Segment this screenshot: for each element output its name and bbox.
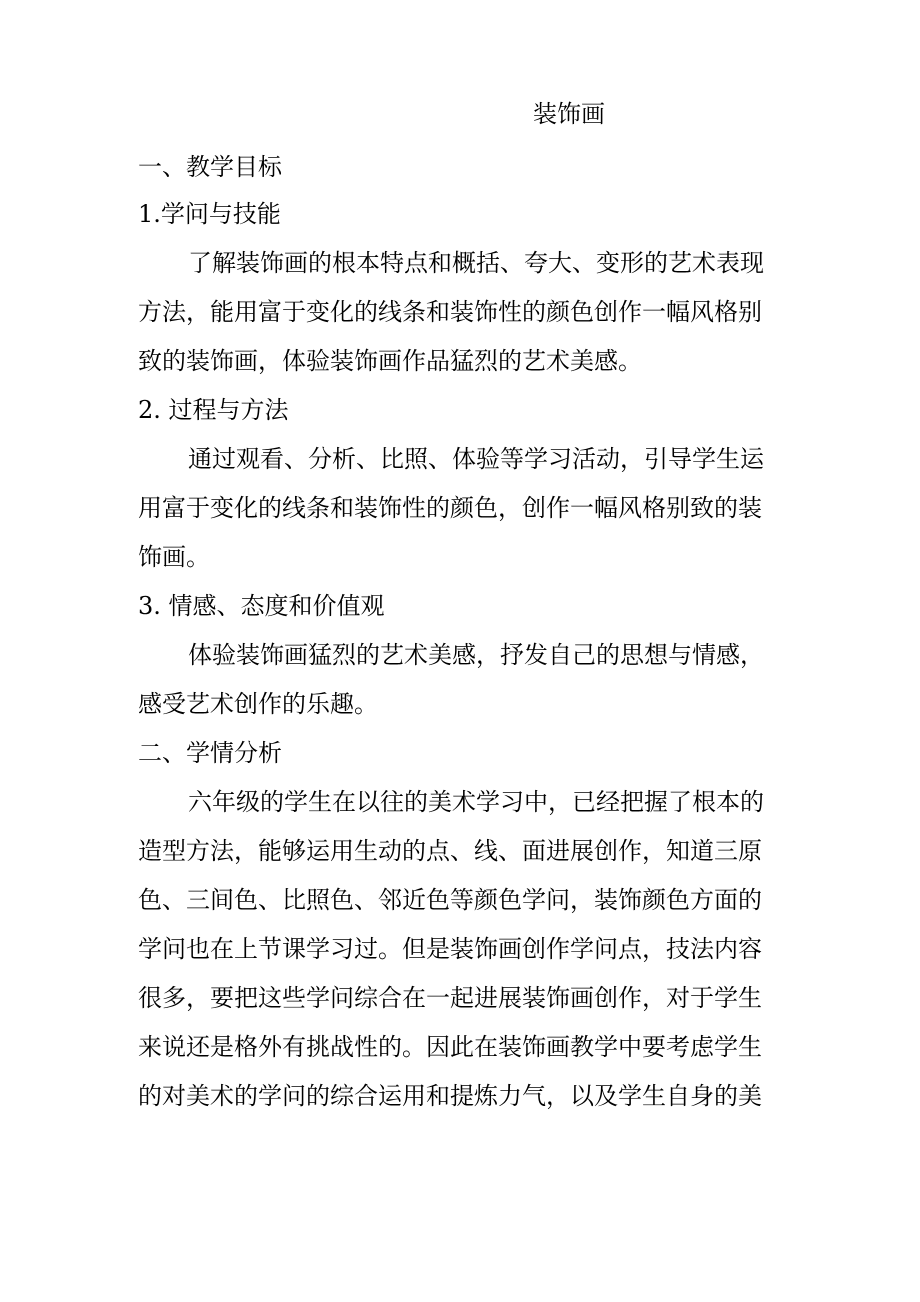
paragraph-line: 方法，能用富于变化的线条和装饰性的颜色创作一幅风格别 xyxy=(138,298,762,326)
paragraph-line: 通过观看、分析、比照、体验等学习活动，引导学生运 xyxy=(188,445,764,473)
section-heading-learner-analysis: 二、学情分析 xyxy=(138,739,282,767)
paragraph-line: 来说还是格外有挑战性的。因此在装饰画教学中要考虑学生 xyxy=(138,1033,762,1061)
paragraph-line: 了解装饰画的根本特点和概括、夸大、变形的艺术表现 xyxy=(188,249,764,277)
paragraph-line: 感受艺术创作的乐趣。 xyxy=(138,690,378,718)
section-heading-objectives: 一、教学目标 xyxy=(138,153,282,181)
paragraph-line: 的对美术的学问的综合运用和提炼力气，以及学生自身的美 xyxy=(138,1082,762,1110)
paragraph-line: 六年级的学生在以往的美术学习中，已经把握了根本的 xyxy=(188,788,764,816)
subheading-emotion-values: 3. 情感、态度和价值观 xyxy=(138,592,385,620)
paragraph-line: 造型方法，能够运用生动的点、线、面进展创作，知道三原 xyxy=(138,837,762,865)
subheading-process-method: 2. 过程与方法 xyxy=(138,396,289,424)
paragraph-line: 致的装饰画，体验装饰画作品猛烈的艺术美感。 xyxy=(138,347,642,375)
paragraph-line: 学问也在上节课学习过。但是装饰画创作学问点，技法内容 xyxy=(138,935,762,963)
paragraph-line: 色、三间色、比照色、邻近色等颜色学问，装饰颜色方面的 xyxy=(138,886,762,914)
paragraph-line: 用富于变化的线条和装饰性的颜色，创作一幅风格别致的装 xyxy=(138,494,762,522)
paragraph-line: 体验装饰画猛烈的艺术美感，抒发自己的思想与情感， xyxy=(188,641,764,669)
document-title: 装饰画 xyxy=(533,100,605,128)
paragraph-line: 饰画。 xyxy=(138,543,210,571)
subheading-knowledge-skills: 1.学问与技能 xyxy=(138,200,281,228)
paragraph-line: 很多，要把这些学问综合在一起进展装饰画创作，对于学生 xyxy=(138,984,762,1012)
